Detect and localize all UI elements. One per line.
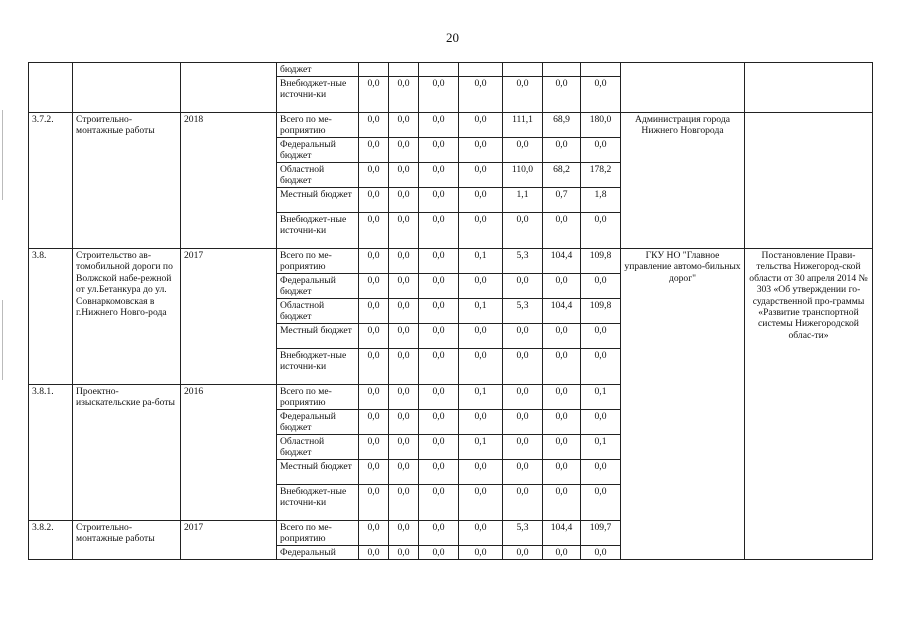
item-name: Строительство ав-томобильной дороги по Волжской набе-режной от ул.Бетанкура до ул. Совнаркомовская в г.Нижнего Новго-рода — [73, 249, 181, 385]
funding-source: Областной бюджет — [277, 299, 359, 324]
value-cell: 0,0 — [359, 299, 389, 324]
value-cell: 0,0 — [419, 249, 459, 274]
value-cell: 0,0 — [389, 521, 419, 546]
value-cell: 0,1 — [581, 385, 621, 410]
table-row — [29, 63, 873, 77]
value-cell: 0,0 — [359, 77, 389, 113]
value-cell: 0,0 — [389, 546, 419, 560]
value-cell: 0,0 — [359, 349, 389, 385]
value-cell: 109,7 — [581, 521, 621, 546]
value-cell: 0,0 — [389, 163, 419, 188]
value-cell: 0,0 — [419, 299, 459, 324]
legal-document: Постановление Прави-тельства Нижегород-ской области от 30 апреля 2014 № 303 «Об утверждении го-сударственной про-граммы «Развитие транспортной системы Нижегородской облас-ти» — [745, 249, 873, 560]
funding-source: Местный бюджет — [277, 188, 359, 213]
scan-margin-line — [2, 110, 3, 200]
value-cell: 0,0 — [389, 213, 419, 249]
value-cell: 0,0 — [359, 385, 389, 410]
page-number: 20 — [446, 30, 459, 45]
value-cell: 0,0 — [503, 435, 543, 460]
value-cell: 0,0 — [459, 460, 503, 485]
value-cell: 0,0 — [543, 213, 581, 249]
value-cell: 0,0 — [543, 349, 581, 385]
value-cell: 111,1 — [503, 113, 543, 138]
value-cell: 0,0 — [359, 324, 389, 349]
item-year: 2018 — [181, 113, 277, 249]
value-cell: 0,0 — [359, 460, 389, 485]
executor-cell — [621, 63, 745, 113]
funding-source: Внебюджет-ные источни-ки — [277, 77, 359, 113]
value-cell: 5,3 — [503, 299, 543, 324]
table-row — [29, 249, 873, 274]
value-cell: 0,0 — [459, 324, 503, 349]
value-cell: 0,0 — [359, 113, 389, 138]
value-cell: 0,0 — [419, 324, 459, 349]
value-cell: 0,0 — [359, 163, 389, 188]
scan-margin-line — [2, 300, 3, 380]
value-cell: 104,4 — [543, 299, 581, 324]
value-cell: 0,0 — [389, 138, 419, 163]
item-number: 3.8. — [29, 249, 73, 385]
value-cell: 0,0 — [503, 410, 543, 435]
value-cell: 0,0 — [503, 138, 543, 163]
value-cell: 0,0 — [503, 349, 543, 385]
value-cell: 0,1 — [459, 249, 503, 274]
value-cell: 0,0 — [359, 213, 389, 249]
value-cell: 0,7 — [543, 188, 581, 213]
executor: Администрация города Нижнего Новгорода — [621, 113, 745, 249]
value-cell: 1,1 — [503, 188, 543, 213]
value-cell: 0,0 — [389, 188, 419, 213]
value-cell: 0,0 — [389, 274, 419, 299]
value-cell: 0,0 — [419, 113, 459, 138]
value-cell: 0,0 — [581, 213, 621, 249]
item-number-cell — [29, 63, 73, 113]
value-cell: 0,0 — [543, 138, 581, 163]
funding-source: Федеральный бюджет — [277, 410, 359, 435]
value-cell: 0,0 — [459, 77, 503, 113]
value-cell: 0,0 — [581, 460, 621, 485]
value-cell: 0,0 — [459, 138, 503, 163]
executor: ГКУ НО "Главное управление автомо-бильных дорог" — [621, 249, 745, 560]
value-cell: 0,1 — [581, 435, 621, 460]
value-cell: 0,0 — [359, 410, 389, 435]
item-number: 3.8.2. — [29, 521, 73, 560]
value-cell: 0,0 — [543, 485, 581, 521]
value-cell: 0,0 — [503, 274, 543, 299]
value-cell: 0,0 — [503, 460, 543, 485]
value-cell: 104,4 — [543, 249, 581, 274]
value-cell: 0,0 — [503, 546, 543, 560]
value-cell: 0,0 — [503, 213, 543, 249]
funding-source: Федеральный бюджет — [277, 138, 359, 163]
value-cell: 0,0 — [419, 213, 459, 249]
value-cell: 0,0 — [543, 324, 581, 349]
item-name: Строительно-монтажные работы — [73, 113, 181, 249]
value-cell: 0,0 — [419, 546, 459, 560]
funding-table — [28, 62, 873, 560]
value-cell: 0,0 — [581, 349, 621, 385]
funding-source: Областной бюджет — [277, 163, 359, 188]
value-cell: 0,0 — [419, 485, 459, 521]
value-cell: 0,0 — [581, 77, 621, 113]
value-cell: 0,0 — [389, 435, 419, 460]
document-cell — [745, 113, 873, 249]
funding-source: Местный бюджет — [277, 460, 359, 485]
value-cell — [389, 63, 419, 77]
value-cell: 0,0 — [581, 138, 621, 163]
value-cell: 0,0 — [459, 485, 503, 521]
item-year: 2017 — [181, 521, 277, 560]
value-cell: 0,1 — [459, 435, 503, 460]
value-cell: 0,0 — [419, 163, 459, 188]
funding-source: Внебюджет-ные источни-ки — [277, 349, 359, 385]
value-cell: 0,0 — [419, 460, 459, 485]
value-cell: 0,0 — [459, 163, 503, 188]
value-cell: 5,3 — [503, 521, 543, 546]
value-cell: 0,0 — [359, 274, 389, 299]
value-cell — [359, 63, 389, 77]
value-cell: 0,0 — [419, 274, 459, 299]
value-cell: 0,0 — [389, 249, 419, 274]
value-cell: 0,0 — [543, 385, 581, 410]
value-cell: 0,0 — [389, 299, 419, 324]
value-cell: 0,0 — [503, 485, 543, 521]
value-cell: 0,0 — [419, 349, 459, 385]
funding-source: Всего по ме-роприятию — [277, 385, 359, 410]
value-cell: 0,0 — [359, 138, 389, 163]
value-cell: 0,0 — [389, 485, 419, 521]
value-cell: 178,2 — [581, 163, 621, 188]
value-cell: 0,0 — [419, 435, 459, 460]
value-cell: 68,9 — [543, 113, 581, 138]
funding-source: Федеральный — [277, 546, 359, 560]
value-cell: 0,0 — [359, 188, 389, 213]
value-cell: 0,0 — [543, 77, 581, 113]
value-cell: 0,0 — [359, 485, 389, 521]
value-cell: 0,0 — [581, 546, 621, 560]
value-cell: 0,0 — [359, 249, 389, 274]
funding-source: Областной бюджет — [277, 435, 359, 460]
value-cell: 0,0 — [459, 349, 503, 385]
value-cell: 0,0 — [359, 435, 389, 460]
value-cell: 0,0 — [543, 435, 581, 460]
value-cell: 0,0 — [581, 485, 621, 521]
value-cell: 0,0 — [543, 460, 581, 485]
table-row — [29, 113, 873, 138]
value-cell: 0,0 — [389, 324, 419, 349]
value-cell: 0,0 — [419, 138, 459, 163]
funding-source: Федеральный бюджет — [277, 274, 359, 299]
value-cell — [459, 63, 503, 77]
value-cell: 0,0 — [459, 274, 503, 299]
value-cell: 0,0 — [459, 410, 503, 435]
value-cell: 0,1 — [459, 385, 503, 410]
value-cell — [543, 63, 581, 77]
value-cell: 0,0 — [543, 546, 581, 560]
value-cell: 110,0 — [503, 163, 543, 188]
value-cell — [503, 63, 543, 77]
value-cell: 0,0 — [419, 188, 459, 213]
funding-source: Местный бюджет — [277, 324, 359, 349]
funding-source: Всего по ме-роприятию — [277, 521, 359, 546]
value-cell: 1,8 — [581, 188, 621, 213]
value-cell — [419, 63, 459, 77]
value-cell: 68,2 — [543, 163, 581, 188]
item-year: 2016 — [181, 385, 277, 521]
value-cell: 0,0 — [359, 521, 389, 546]
value-cell: 0,0 — [359, 546, 389, 560]
funding-source: Внебюджет-ные источни-ки — [277, 213, 359, 249]
value-cell: 0,0 — [503, 324, 543, 349]
value-cell: 0,0 — [389, 385, 419, 410]
item-name: Проектно-изыскательские ра-боты — [73, 385, 181, 521]
value-cell: 0,1 — [459, 299, 503, 324]
value-cell: 5,3 — [503, 249, 543, 274]
item-year: 2017 — [181, 249, 277, 385]
value-cell: 0,0 — [389, 460, 419, 485]
document-cell — [745, 63, 873, 113]
value-cell: 0,0 — [459, 188, 503, 213]
value-cell: 0,0 — [581, 274, 621, 299]
value-cell: 0,0 — [543, 274, 581, 299]
funding-source: Всего по ме-роприятию — [277, 113, 359, 138]
item-name: Строительно-монтажные работы — [73, 521, 181, 560]
value-cell: 109,8 — [581, 299, 621, 324]
value-cell: 0,0 — [581, 324, 621, 349]
value-cell: 0,0 — [389, 77, 419, 113]
value-cell: 180,0 — [581, 113, 621, 138]
value-cell: 104,4 — [543, 521, 581, 546]
value-cell: 0,0 — [389, 410, 419, 435]
item-name-cell — [73, 63, 181, 113]
value-cell: 109,8 — [581, 249, 621, 274]
value-cell: 0,0 — [581, 410, 621, 435]
value-cell: 0,0 — [459, 213, 503, 249]
value-cell — [581, 63, 621, 77]
value-cell: 0,0 — [419, 410, 459, 435]
value-cell: 0,0 — [503, 77, 543, 113]
item-year-cell — [181, 63, 277, 113]
value-cell: 0,0 — [389, 349, 419, 385]
value-cell: 0,0 — [419, 385, 459, 410]
value-cell: 0,0 — [543, 410, 581, 435]
funding-source: Всего по ме-роприятию — [277, 249, 359, 274]
value-cell: 0,0 — [389, 113, 419, 138]
value-cell: 0,0 — [419, 521, 459, 546]
item-number: 3.7.2. — [29, 113, 73, 249]
value-cell: 0,0 — [503, 385, 543, 410]
funding-source: Внебюджет-ные источни-ки — [277, 485, 359, 521]
funding-source: бюджет — [277, 63, 359, 77]
item-number: 3.8.1. — [29, 385, 73, 521]
value-cell: 0,0 — [459, 521, 503, 546]
value-cell: 0,0 — [419, 77, 459, 113]
value-cell: 0,0 — [459, 546, 503, 560]
value-cell: 0,0 — [459, 113, 503, 138]
